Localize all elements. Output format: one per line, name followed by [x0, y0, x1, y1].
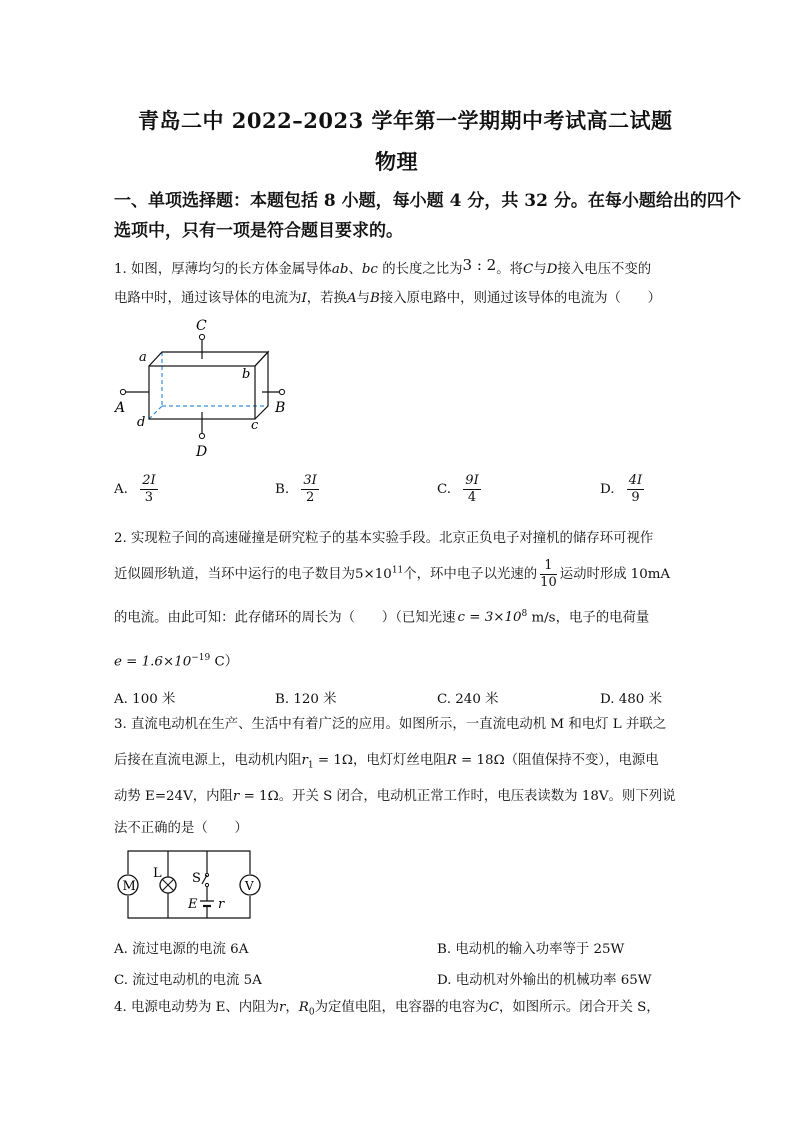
- q2-option-b[interactable]: B. 120 米: [275, 692, 337, 707]
- section-heading-line2: 选项中，只有一项是符合题目要求的。: [114, 221, 403, 241]
- label-V: V: [245, 879, 254, 893]
- subject-title: 物理: [375, 149, 418, 174]
- page-title: 青岛二中 2022–2023 学年第一学期期中考试高二试题: [138, 108, 673, 133]
- q1-box-figure: [112, 314, 302, 462]
- q1-option-b[interactable]: B. $\frac{3I}{2}$: [275, 473, 317, 505]
- label-C: C: [196, 318, 207, 334]
- label-r: r: [218, 897, 225, 912]
- q3-option-b[interactable]: B. 电动机的输入功率等于 25W: [437, 942, 625, 957]
- label-a: a: [139, 350, 147, 365]
- label-E: E: [188, 897, 198, 912]
- q3-option-a[interactable]: A. 流过电源的电流 6A: [114, 942, 249, 957]
- label-d: d: [137, 415, 146, 430]
- q1-option-a[interactable]: A. $\frac{2I}{3}$: [114, 473, 156, 505]
- q1-option-c[interactable]: C. $\frac{9I}{4}$: [437, 473, 479, 505]
- q3-line3: 动势 E=24V，内阻r = 1Ω。开关 S 闭合，电动机正常工作时，电压表读数为 18V。则下列说: [114, 789, 676, 804]
- q2-option-d[interactable]: D. 480 米: [600, 692, 662, 707]
- label-c: c: [251, 418, 259, 433]
- q3-option-d[interactable]: D. 电动机对外输出的机械功率 65W: [437, 973, 652, 988]
- q2-line3: 的电流。由此可知：此存储环的周长为（ ）（已知光速 $c = 3\times 10^8$ m/s，电子的电荷量: [114, 609, 650, 626]
- q3-option-c[interactable]: C. 流过电动机的电流 5A: [114, 973, 262, 988]
- q1-option-d[interactable]: D. $\frac{4I}{9}$: [600, 473, 643, 505]
- q3-circuit-figure: [112, 846, 272, 926]
- label-M: M: [122, 879, 136, 894]
- label-S: S: [192, 871, 201, 886]
- switch-blade: [202, 875, 207, 884]
- q2-line4: $e = 1.6\times 10^{-19}$ C）: [114, 653, 239, 670]
- label-A: A: [115, 400, 126, 416]
- section-heading-line1: 一、单项选择题：本题包括 8 小题，每小题 4 分，共 32 分。在每小题给出的四个: [114, 191, 741, 211]
- q2-option-a[interactable]: A. 100 米: [114, 692, 176, 707]
- label-B: B: [275, 400, 286, 416]
- q3-line1: 3. 直流电动机在生产、生活中有着广泛的应用。如图所示，一直流电动机 M 和电灯 L 并联之: [114, 717, 667, 732]
- label-b: b: [242, 367, 251, 382]
- front-face: [149, 366, 255, 419]
- q1-line2: 电路中时，通过该导体的电流为I，若换A与B接入原电路中，则通过该导体的电流为（ ）: [114, 291, 662, 306]
- q3-line4: 法不正确的是（ ）: [114, 821, 248, 836]
- q2-line1: 2. 实现粒子间的高速碰撞是研究粒子的基本实验手段。北京正负电子对撞机的储存环可视作: [114, 531, 654, 546]
- label-D: D: [196, 444, 208, 460]
- hidden-edge: [149, 406, 162, 419]
- label-L: L: [153, 866, 162, 881]
- q1-line1: 1. 如图，厚薄均匀的长方体金属导体ab、bc 的长度之比为3 : 2。将C与D接入电压不变的: [114, 256, 652, 277]
- q3-line2: 后接在直流电源上，电动机内阻$r_1 = 1\Omega$，电灯灯丝电阻R = 18Ω（阻值保持不变），电源电: [114, 753, 659, 771]
- q2-option-c[interactable]: C. 240 米: [437, 692, 499, 707]
- q4-line1: 4. 电源电动势为 E、内阻为r，$R_0$为定值电阻，电容器的电容为C，如图所示。闭合开关 S，: [114, 1000, 660, 1018]
- q2-line2: 近似圆形轨道，当环中运行的电子数目为$5\times 10^{11}$个，环中电子以光速的 $\frac{1}{10}$ 运动时形成 10mA: [114, 558, 671, 590]
